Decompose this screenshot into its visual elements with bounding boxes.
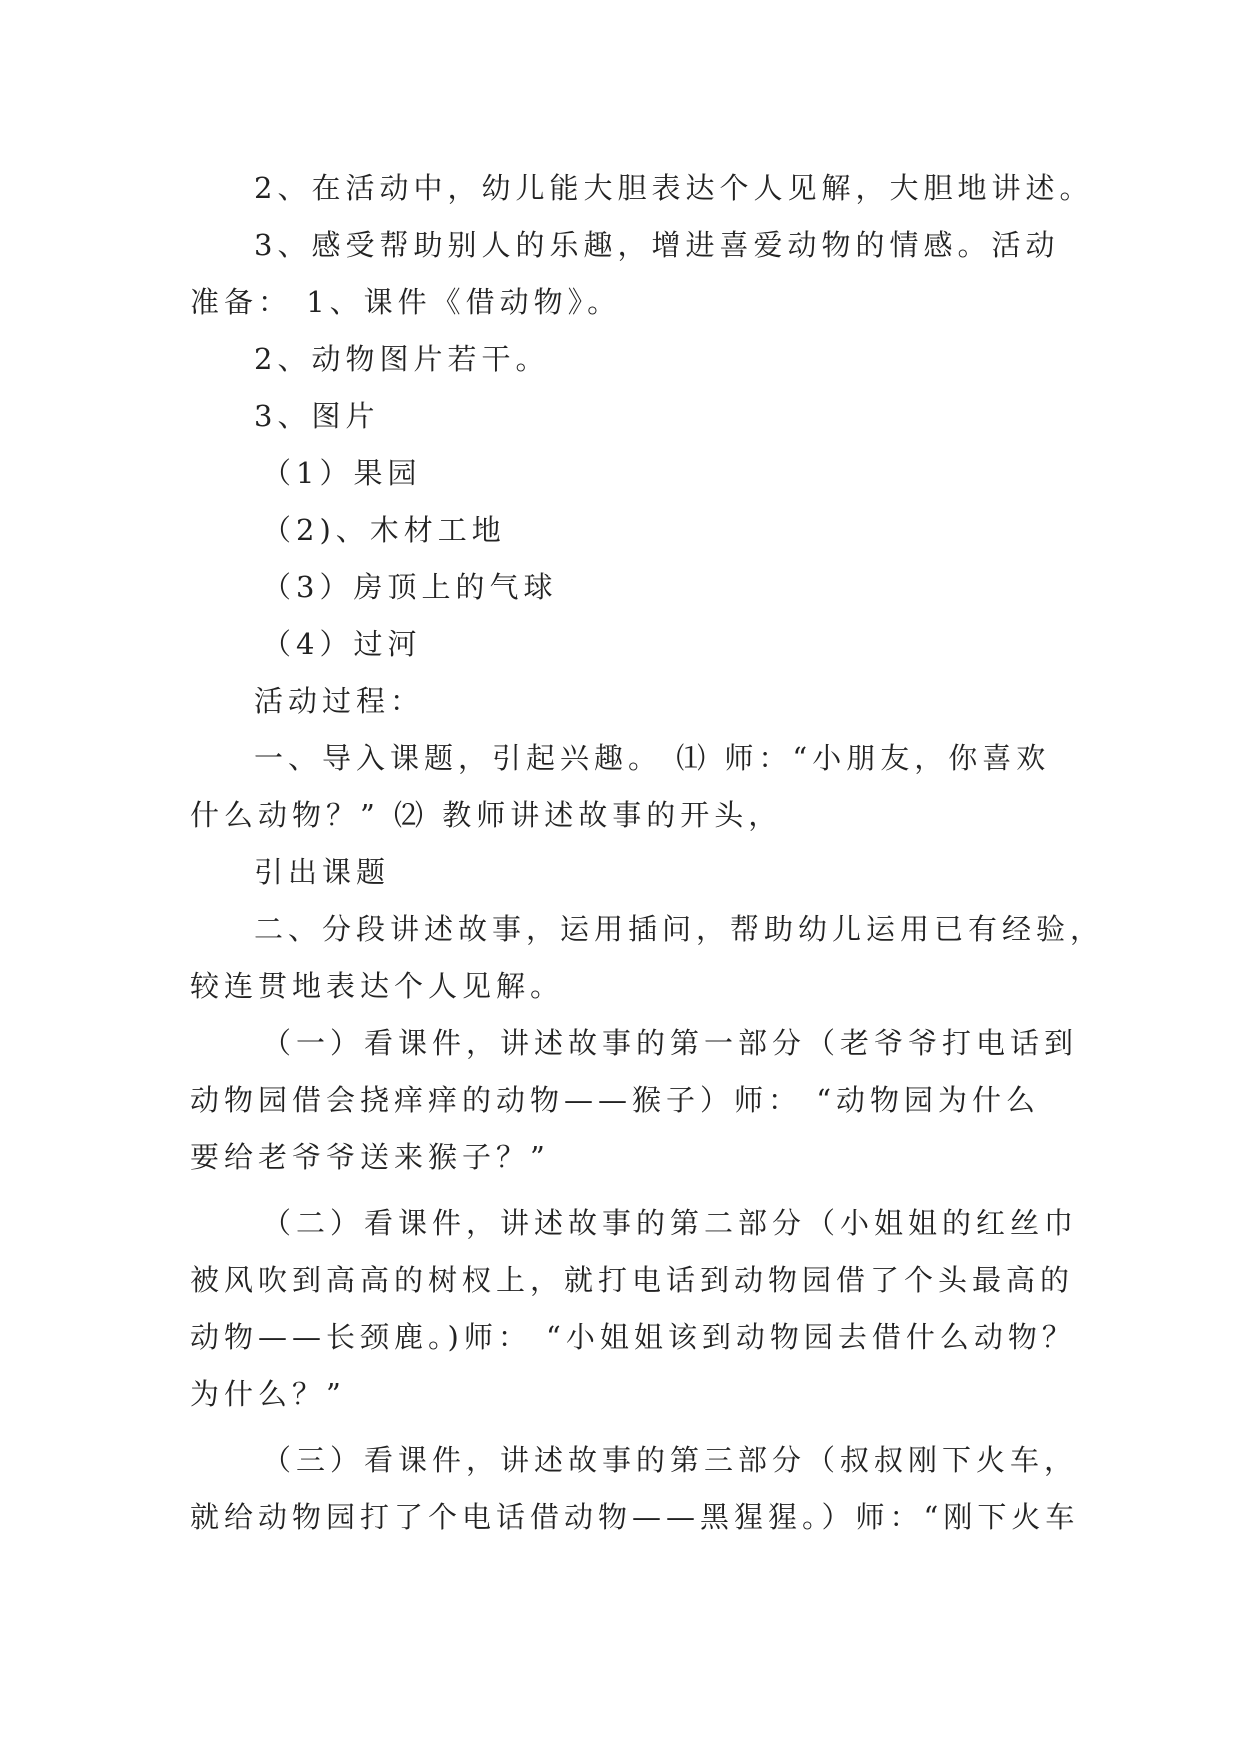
- text-line: 动物——长颈鹿。)师： “小姐姐该到动物园去借什么动物？: [190, 1320, 1076, 1354]
- text-line: （1）果园: [262, 456, 422, 490]
- text-line: （二）看课件，讲述故事的第二部分（小姐姐的红丝巾: [262, 1206, 1079, 1240]
- text-line: 2、动物图片若干。: [254, 342, 550, 376]
- text-line: （4）过河: [262, 627, 422, 661]
- text-line: 什么动物？” ⑵ 教师讲述故事的开头，: [190, 798, 783, 832]
- text-line: 为什么？”: [190, 1377, 346, 1411]
- text-line: 3、感受帮助别人的乐趣，增进喜爱动物的情感。活动: [254, 228, 1060, 262]
- text-line: 活动过程：: [254, 684, 425, 718]
- text-line: 引出课题: [254, 855, 391, 889]
- text-line: 2、在活动中，幼儿能大胆表达个人见解，大胆地讲述。: [254, 171, 1094, 205]
- text-line: （一）看课件，讲述故事的第一部分（老爷爷打电话到: [262, 1026, 1079, 1060]
- text-line: 较连贯地表达个人见解。: [190, 969, 565, 1003]
- text-line: 就给动物园打了个电话借动物——黑猩猩。）师：“刚下火车: [190, 1500, 1080, 1534]
- text-line: 二、分段讲述故事，运用插问，帮助幼儿运用已有经验，: [254, 912, 1105, 946]
- text-line: 被风吹到高高的树杈上，就打电话到动物园借了个头最高的: [190, 1263, 1075, 1297]
- text-line: 要给老爷爷送来猴子？”: [190, 1140, 550, 1174]
- text-line: （3）房顶上的气球: [262, 570, 558, 604]
- text-line: 动物园借会挠痒痒的动物——猴子）师： “动物园为什么: [190, 1083, 1041, 1117]
- text-line: 一、导入课题，引起兴趣。 ⑴ 师：“小朋友，你喜欢: [254, 741, 1051, 775]
- text-line: 3、图片: [254, 399, 380, 433]
- text-line: 准备： 1、课件《借动物》。: [190, 285, 622, 319]
- text-line: （三）看课件，讲述故事的第三部分（叔叔刚下火车，: [262, 1443, 1079, 1477]
- text-line: （2)、木材工地: [262, 513, 506, 547]
